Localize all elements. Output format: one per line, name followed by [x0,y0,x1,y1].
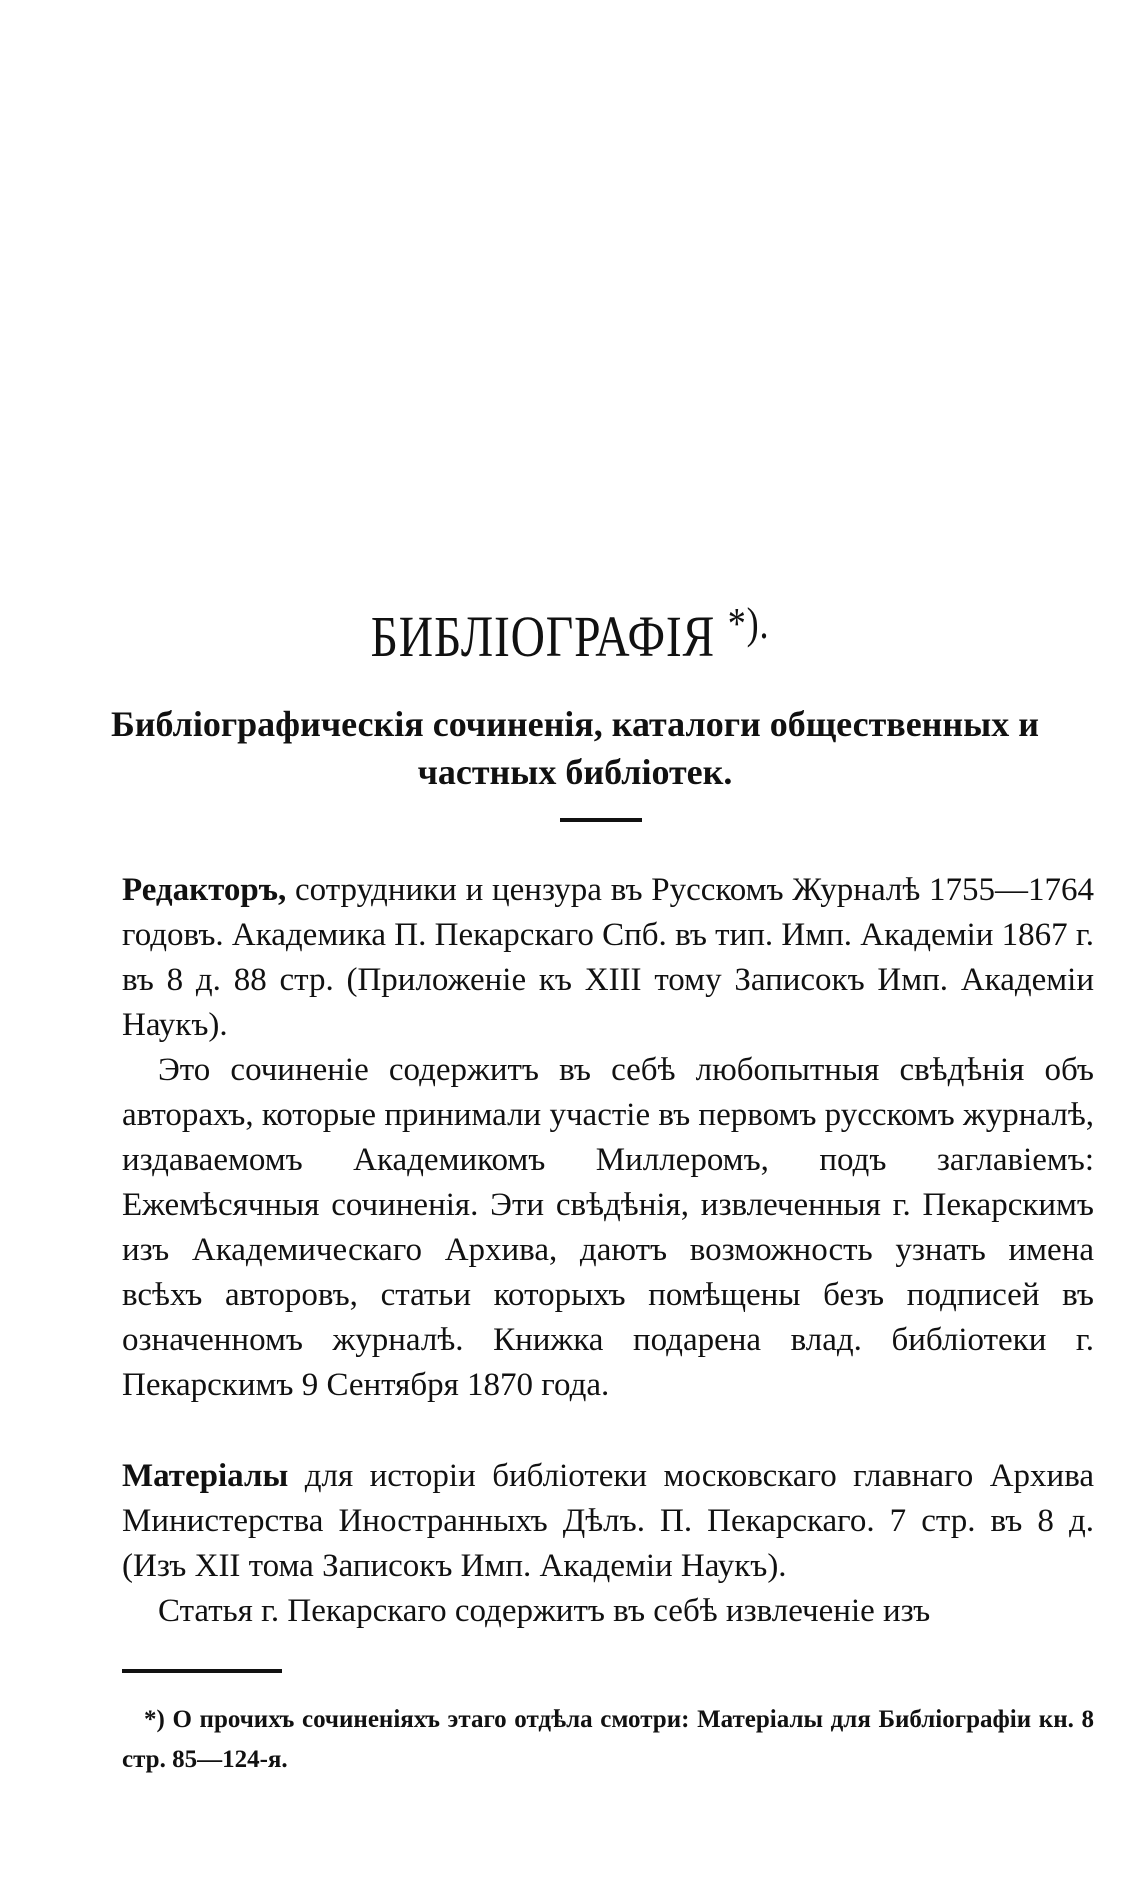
footnote [122,1700,1094,1780]
bibliography-entry [122,1454,1094,1634]
entry-lead-word: Матеріалы [122,1458,289,1494]
entry-citation-text: сотрудники и цензура въ Русскомъ Журналѣ 1755—1764 годовъ. Академика П. Пекарскаго Спб. въ тип. Имп. Академіи 1867 г. въ 8 д. 88 стр. (Приложеніе къ XIII тому Записокъ Имп. Академіи Наукъ). [122,872,1095,1043]
bibliography-entry [122,868,1094,1408]
section-subheading: Библіографическія сочиненія, каталоги общественных и частных библіотек. [110,704,1040,792]
entry-citation-text: для исторіи библіотеки московскаго главнаго Архива Министерства Иностранныхъ Дѣлъ. П. Пекарскаго. 7 стр. въ 8 д. (Изъ XII тома Записокъ Имп. Академіи Наукъ). [122,1458,1094,1584]
entry-body: Это сочиненіе содержитъ въ себѣ любопытныя свѣдѣнія объ авторахъ, которые принимали участіе въ первомъ русскомъ журналѣ, издаваемомъ Академикомъ Миллеромъ, подъ заглавіемъ: Ежемѣсячныя сочиненія. Эти свѣдѣнія, извлеченныя г. Пекарскимъ изъ Академическаго Архива, даютъ возможность узнать имена всѣхъ авторовъ, статьи которыхъ помѣщены безъ подписей въ означенномъ журналѣ. Книжка подарена влад. библіотеки г. Пекарскимъ 9 Сентября 1870 года. [122,1052,1094,1403]
entry-citation [122,1454,1094,1589]
footnote-marker: *). [727,599,770,648]
entry-body: Статья г. Пекарскаго содержитъ въ себѣ извлеченіе изъ [158,1593,931,1629]
section-heading [103,598,1038,670]
section-divider [560,818,642,822]
footnote-text: *) О прочихъ сочиненіяхъ этаго отдѣла смотри: Матеріалы для Библіографіи кн. 8 стр. 85—124-я. [122,1706,1094,1773]
entry-citation [122,868,1094,1048]
footnote-rule [122,1669,282,1673]
heading-title: БИБЛІОГРАФІЯ [370,604,716,669]
entry-lead-word: Редакторъ, [122,872,287,908]
